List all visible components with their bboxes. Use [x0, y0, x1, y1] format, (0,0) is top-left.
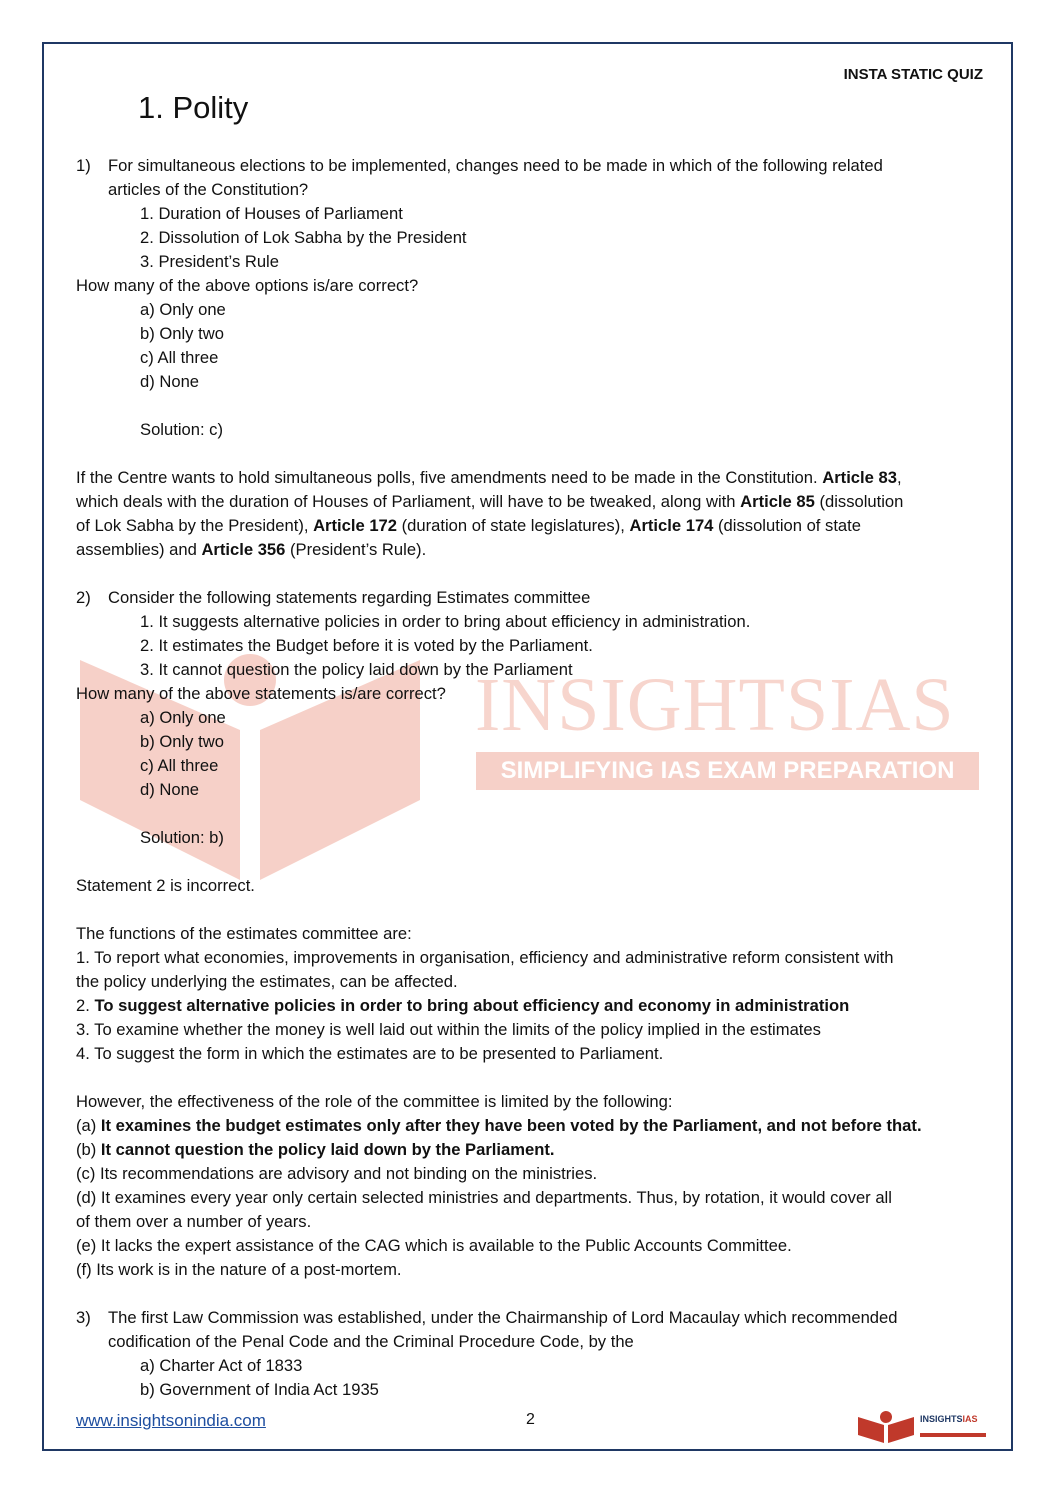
option: c) All three — [140, 756, 219, 775]
option: a) Only one — [140, 300, 226, 319]
page-number: 2 — [526, 1411, 535, 1428]
section-title: 1. Polity — [138, 90, 249, 125]
question-ask: How many of the above statements is/are correct? — [76, 684, 446, 703]
option: a) Only one — [140, 708, 226, 727]
explanation-line: (f) Its work is in the nature of a post-mortem. — [76, 1260, 402, 1279]
option: c) All three — [140, 348, 219, 367]
explanation-line: (c) Its recommendations are advisory and not binding on the ministries. — [76, 1164, 598, 1183]
explanation-line: the policy underlying the estimates, can be affected. — [76, 972, 458, 991]
solution: Solution: c) — [140, 420, 224, 439]
option: d) None — [140, 372, 200, 391]
document-body — [76, 154, 986, 1402]
option: b) Government of India Act 1935 — [140, 1380, 379, 1399]
header-label: INSTA STATIC QUIZ — [843, 66, 983, 83]
explanation-line: 2. To suggest alternative policies in order to bring about efficiency and economy in administration — [76, 996, 850, 1015]
question-1: 1) For simultaneous elections to be implemented, changes need to be made in which of the following related — [76, 156, 883, 175]
option: b) Only two — [140, 732, 224, 751]
question-ask: How many of the above options is/are correct? — [76, 276, 419, 295]
explanation-line: (a) It examines the budget estimates only after they have been voted by the Parliament, and not before that. — [76, 1116, 922, 1135]
explanation-line: (b) It cannot question the policy laid down by the Parliament. — [76, 1140, 555, 1159]
explanation-line: 3. To examine whether the money is well laid out within the limits of the policy implied in the estimates — [76, 1020, 821, 1039]
explanation-line: which deals with the duration of Houses of Parliament, will have to be tweaked, along with Article 85 (dissolution — [76, 492, 904, 511]
explanation-line: (e) It lacks the expert assistance of the CAG which is available to the Public Accounts Committee. — [76, 1236, 792, 1255]
question-1-cont: articles of the Constitution? — [108, 180, 309, 199]
explanation-line: Statement 2 is incorrect. — [76, 876, 255, 895]
logo-wordmark: INSIGHTSIAS — [920, 1414, 978, 1424]
watermark-brand: INSIGHTSIAS — [475, 663, 955, 747]
watermark-tagline: SIMPLIFYING IAS EXAM PREPARATION — [476, 752, 979, 790]
statement: 1. It suggests alternative policies in order to bring about efficiency in administration. — [140, 612, 751, 631]
option: d) None — [140, 780, 200, 799]
explanation-line: of them over a number of years. — [76, 1212, 312, 1231]
explanation-line: The functions of the estimates committee are: — [76, 924, 412, 943]
question-2: 2) Consider the following statements regarding Estimates committee — [76, 588, 591, 607]
explanation-line: (d) It examines every year only certain selected ministries and departments. Thus, by rotation, it would cover all — [76, 1188, 892, 1207]
option: a) Charter Act of 1833 — [140, 1356, 303, 1375]
question-3: 3) The first Law Commission was established, under the Chairmanship of Lord Macaulay which recommended — [76, 1308, 898, 1327]
explanation-line: of Lok Sabha by the President), Article 172 (duration of state legislatures), Article 174 (dissolution of state — [76, 516, 861, 535]
explanation-line: 4. To suggest the form in which the estimates are to be presented to Parliament. — [76, 1044, 664, 1063]
explanation-line: 1. To report what economies, improvements in organisation, efficiency and administrative reform consistent with — [76, 948, 894, 967]
statement: 3. It cannot question the policy laid down by the Parliament — [140, 660, 573, 679]
question-3-cont: codification of the Penal Code and the Criminal Procedure Code, by the — [108, 1332, 634, 1351]
explanation-line: If the Centre wants to hold simultaneous polls, five amendments need to be made in the Constitution. Article 83, — [76, 468, 902, 487]
statement: 1. Duration of Houses of Parliament — [140, 204, 403, 223]
solution: Solution: b) — [140, 828, 224, 847]
option: b) Only two — [140, 324, 224, 343]
statement: 2. It estimates the Budget before it is voted by the Parliament. — [140, 636, 593, 655]
footer-website-link[interactable]: www.insightsonindia.com — [76, 1411, 266, 1430]
explanation-line: assemblies) and Article 356 (President’s Rule). — [76, 540, 427, 559]
statement: 2. Dissolution of Lok Sabha by the President — [140, 228, 467, 247]
statement: 3. President’s Rule — [140, 252, 279, 271]
explanation-line: However, the effectiveness of the role of the committee is limited by the following: — [76, 1092, 673, 1111]
